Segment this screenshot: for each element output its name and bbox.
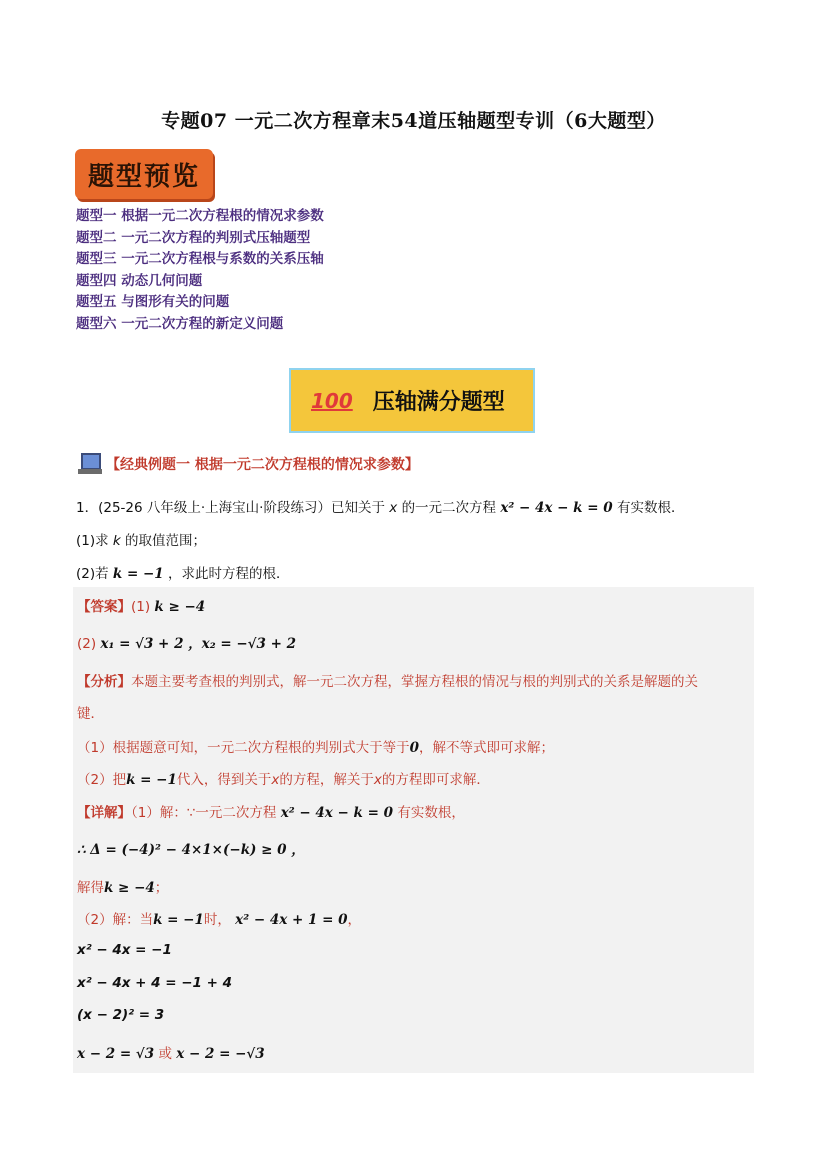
solution-step-1: x² − 4x = −1 <box>77 942 172 958</box>
part2-detail-line: （2）解：当k = −1时， x² − 4x + 1 = 0， <box>77 912 361 928</box>
type-preview-badge <box>75 149 213 199</box>
hundred-points-icon: 100 <box>311 388 353 413</box>
solve-line: 解得k ≥ −4； <box>77 880 169 896</box>
full-score-banner <box>289 368 535 433</box>
badge-label: 题型预览 <box>87 161 200 192</box>
var-x: x <box>389 500 398 516</box>
page-title: 专题07 一元二次方程章末54道压轴题型专训（6大题型） <box>161 110 666 132</box>
type-item: 题型四 动态几何问题 <box>76 272 203 289</box>
analysis-line-2: 键． <box>77 706 104 722</box>
question-part-1: (1)求 k 的取值范围； <box>76 533 207 549</box>
detail-line-1: 【详解】（1）解：∵一元二次方程 x² − 4x − k = 0 有实数根， <box>77 805 465 821</box>
question-part-2: (2)若 k = −1 ，求此时方程的根． <box>76 566 290 582</box>
equation: x² − 4x − k = 0 <box>500 500 613 516</box>
answer-line-1: 【答案】(1) k ≥ −4 <box>77 599 206 615</box>
type-item: 题型五 与图形有关的问题 <box>76 294 230 311</box>
analysis-step-2: （2）把k = −1代入，得到关于x的方程，解关于x的方程即可求解． <box>77 772 490 788</box>
banner-text: 压轴满分题型 <box>372 390 505 415</box>
analysis-line-1: 【分析】本题主要考查根的判别式，解一元二次方程，掌握方程根的情况与根的判别式的关系是解题的关 <box>77 674 698 690</box>
delta-line: ∴ Δ = (−4)² − 4×1×(−k) ≥ 0 ， <box>77 842 305 858</box>
type-item: 题型三 一元二次方程根与系数的关系压轴 <box>76 251 324 268</box>
type-item: 题型六 一元二次方程的新定义问题 <box>76 315 284 332</box>
answer-panel <box>73 587 754 1073</box>
var-k: k <box>112 533 121 549</box>
computer-icon <box>78 452 102 476</box>
question-type-list <box>76 206 324 336</box>
solution-step-3: (x − 2)² = 3 <box>77 1007 165 1023</box>
section-title: 【经典例题一 根据一元二次方程根的情况求参数】 <box>106 457 419 473</box>
type-item: 题型一 根据一元二次方程根的情况求参数 <box>76 208 324 224</box>
answer-line-2: (2) x₁ = √3 + 2 ，x₂ = −√3 + 2 <box>77 636 297 652</box>
solution-step-2: x² − 4x + 4 = −1 + 4 <box>77 975 233 991</box>
type-item: 题型二 一元二次方程的判别式压轴题型 <box>76 229 311 246</box>
solution-step-4: x − 2 = √3 或 x − 2 = −√3 <box>77 1046 265 1062</box>
analysis-step-1: （1）根据题意可知，一元二次方程根的判别式大于等于0，解不等式即可求解； <box>77 740 554 756</box>
section-header <box>78 452 419 476</box>
question-stem: 1．(25-26 八年级上·上海宝山·阶段练习）已知关于 x 的一元二次方程 x² − 4x − k = 0 有实数根． <box>76 500 685 516</box>
